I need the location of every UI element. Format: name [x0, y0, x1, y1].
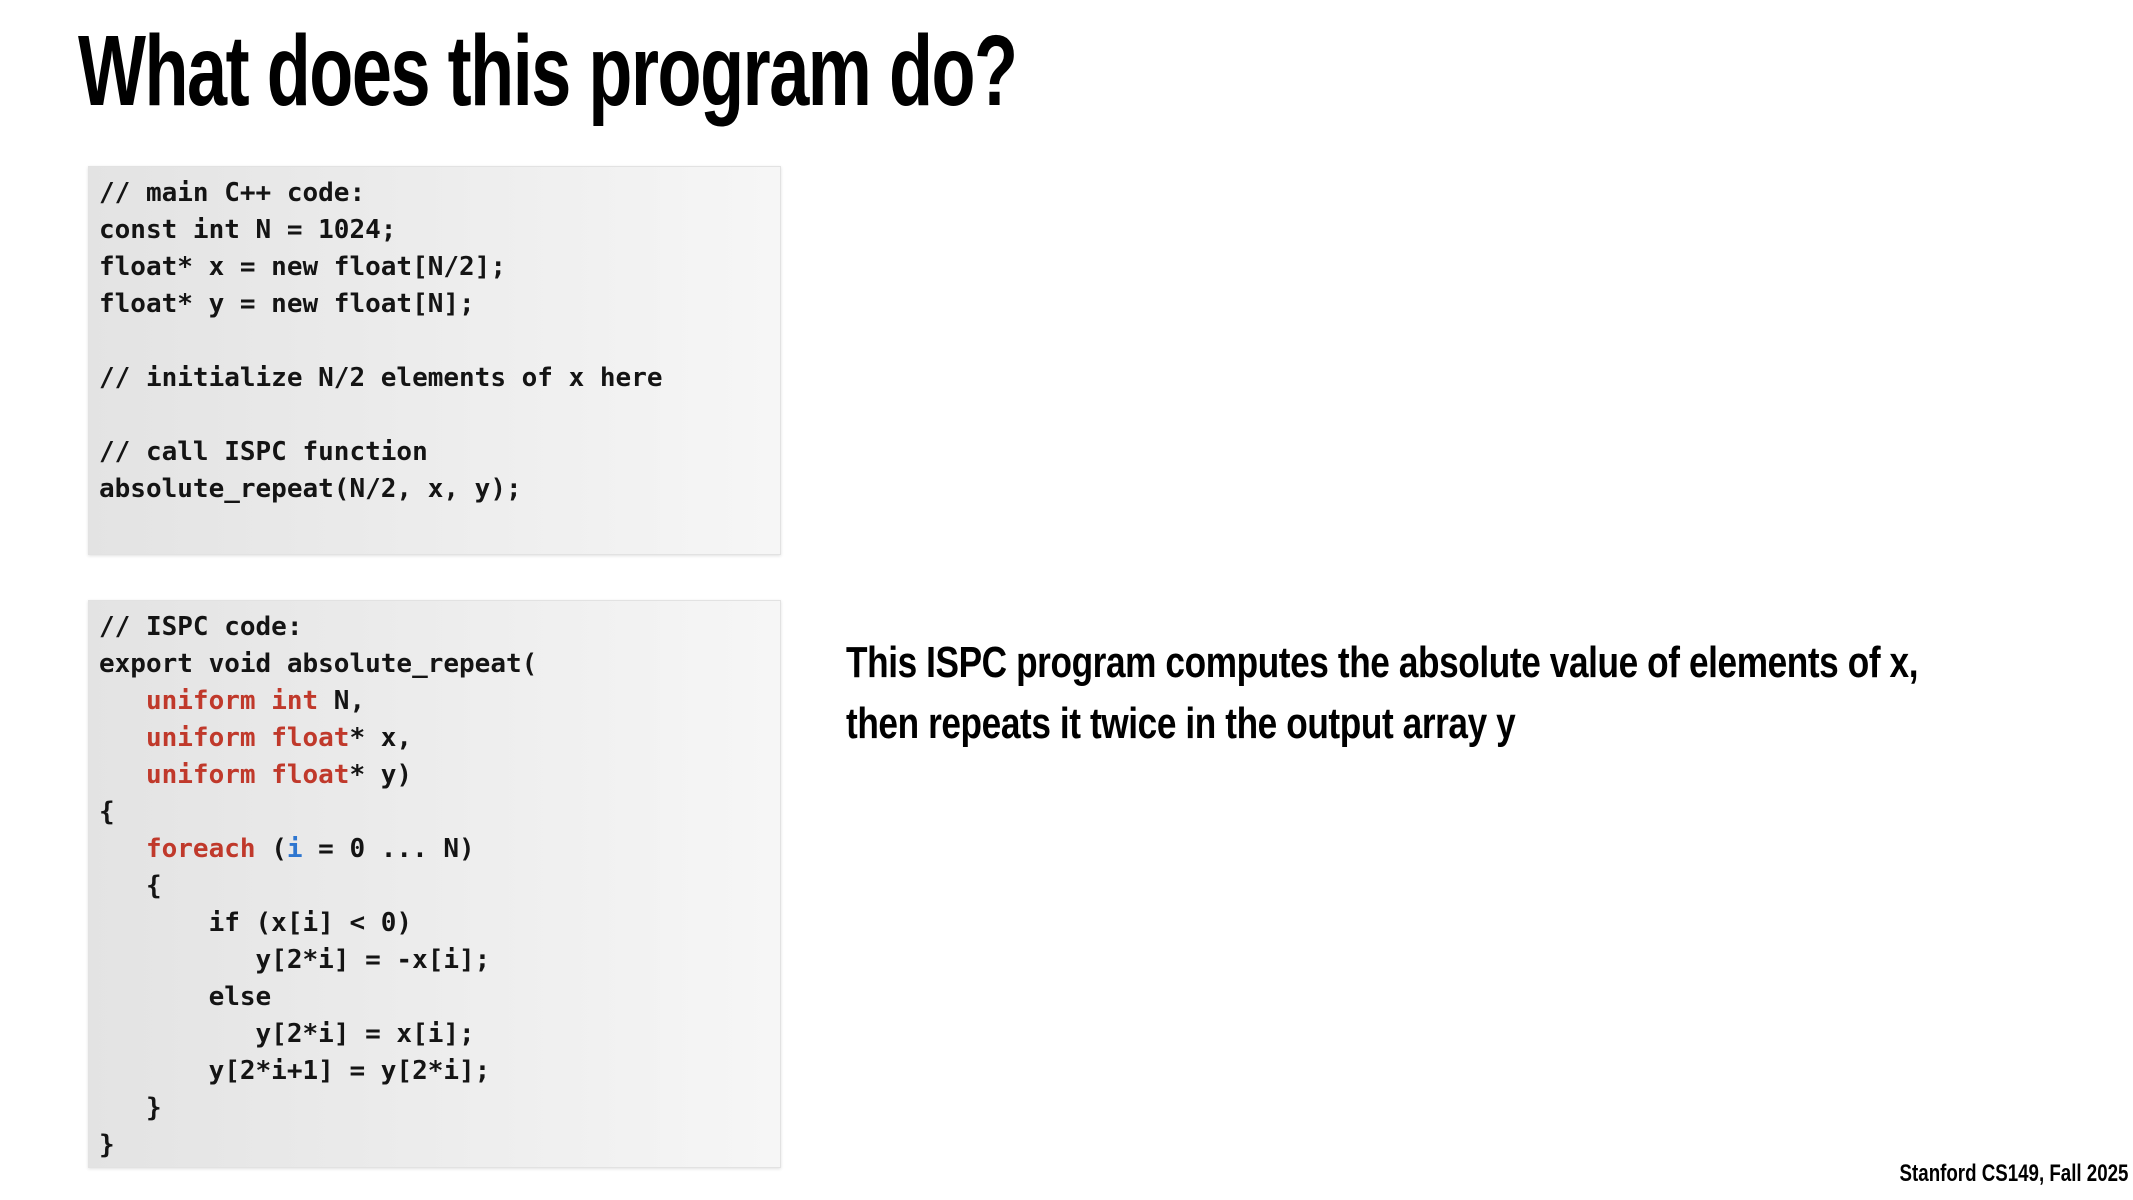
code-token: = 0 ... N): [302, 834, 475, 864]
keyword-token: foreach: [145, 834, 256, 864]
code-token: * y): [349, 760, 413, 790]
annotation-line-2: then repeats it twice in the output array y: [846, 699, 1516, 748]
code-line: [99, 1127, 780, 1164]
code-line: [99, 397, 780, 434]
annotation-text: [846, 632, 1918, 754]
code-line: [99, 323, 780, 360]
code-token: {: [99, 871, 162, 901]
code-token: export void absolute_repeat(: [99, 649, 538, 679]
code-line: [99, 757, 780, 794]
code-token: float* x = new float[N/2];: [99, 252, 506, 282]
code-token: // main C++ code:: [99, 178, 366, 208]
code-line: [99, 175, 780, 212]
code-line: [99, 683, 780, 720]
cpp-code-block: [88, 166, 781, 555]
code-token: absolute_repeat(N/2, x, y);: [99, 474, 522, 504]
ispc-code-block: [88, 600, 781, 1168]
slide-title: What does this program do?: [78, 15, 1017, 127]
code-line: [99, 1090, 780, 1127]
code-line: [99, 609, 780, 646]
code-token: }: [99, 1130, 115, 1160]
code-token: const int N = 1024;: [99, 215, 397, 245]
code-line: [99, 1016, 780, 1053]
code-line: [99, 720, 780, 757]
code-token: [99, 686, 146, 716]
code-line: [99, 249, 780, 286]
code-token: y[2*i] = -x[i];: [99, 945, 491, 975]
code-token: [99, 723, 146, 753]
code-line: [99, 831, 780, 868]
code-line: [99, 360, 780, 397]
code-line: [99, 434, 780, 471]
keyword-token: uniform float: [145, 723, 350, 753]
code-token: (: [255, 834, 287, 864]
code-token: // initialize N/2 elements of x here: [99, 363, 663, 393]
code-line: [99, 905, 780, 942]
code-line: [99, 794, 780, 831]
code-line: [99, 646, 780, 683]
code-token: y[2*i+1] = y[2*i];: [99, 1056, 491, 1086]
code-token: else: [99, 982, 272, 1012]
code-token: [99, 760, 146, 790]
code-token: [99, 834, 146, 864]
code-line: [99, 471, 780, 508]
code-token: // ISPC code:: [99, 612, 303, 642]
code-token: // call ISPC function: [99, 437, 428, 467]
variable-token: i: [286, 834, 303, 864]
code-token: N,: [318, 686, 366, 716]
code-token: * x,: [349, 723, 413, 753]
code-line: [99, 1053, 780, 1090]
keyword-token: uniform int: [145, 686, 319, 716]
code-token: {: [99, 797, 115, 827]
code-token: }: [99, 1093, 162, 1123]
code-token: y[2*i] = x[i];: [99, 1019, 475, 1049]
code-line: [99, 868, 780, 905]
code-line: [99, 979, 780, 1016]
code-line: [99, 286, 780, 323]
code-line: [99, 212, 780, 249]
code-token: if (x[i] < 0): [99, 908, 413, 938]
course-footer: Stanford CS149, Fall 2025: [1899, 1160, 2128, 1187]
code-line: [99, 942, 780, 979]
keyword-token: uniform float: [145, 760, 350, 790]
code-token: float* y = new float[N];: [99, 289, 475, 319]
annotation-line-1: This ISPC program computes the absolute value of elements of x,: [846, 638, 1919, 687]
